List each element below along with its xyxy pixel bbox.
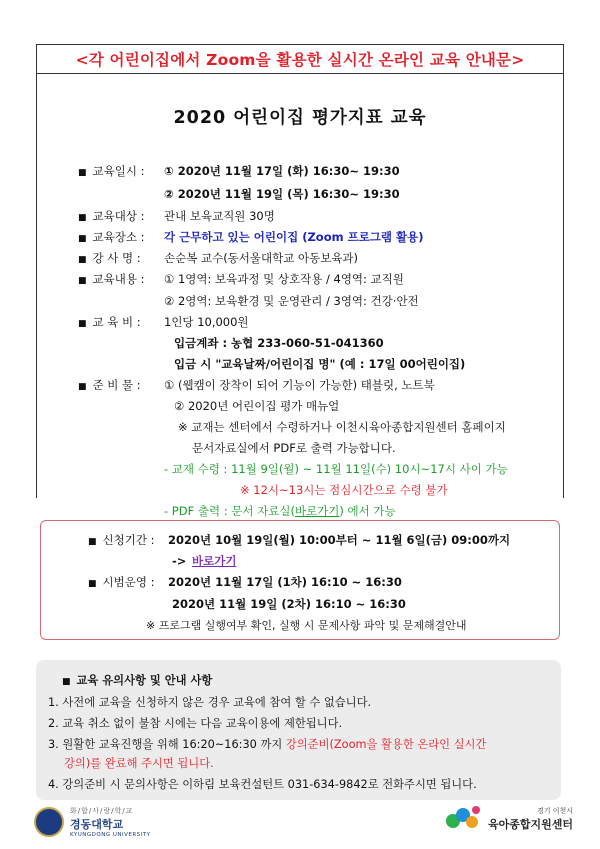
- apply-link[interactable]: 바로가기: [192, 554, 237, 568]
- supplies-note2: 문서자료실에서 PDF로 출력 가능합니다.: [192, 441, 396, 455]
- center-region: 경기 이천시: [536, 807, 574, 815]
- note-1: 1. 사전에 교육을 신청하지 않은 경우 교육에 참여 할 수 없습니다.: [48, 696, 372, 709]
- university-name: 경동대학교: [70, 818, 124, 831]
- note-3-cont: 강의)를 완료해 주시면 됩니다.: [64, 757, 214, 770]
- bullet-icon: ■: [78, 276, 87, 286]
- supplies-note1: ※ 교재는 센터에서 수령하거나 이천시육아종합지원센터 홈페이지: [178, 420, 506, 434]
- apply-label: ■ 신청기간 :: [88, 533, 155, 547]
- bullet-icon: ■: [78, 234, 87, 244]
- supplies-line2: ② 2020년 어린이집 평가 매뉴얼: [174, 399, 340, 413]
- note-4: 4. 강의준비 시 문의사항은 이하림 보육컨설턴트 031-634-9842로 전화주시면 됩니다.: [48, 778, 477, 791]
- university-logo: [34, 806, 151, 838]
- place-label: ■ 교육장소 :: [78, 230, 145, 244]
- schedule-line1: ① 2020년 11월 17일 (화) 16:30~ 19:30: [164, 164, 400, 178]
- university-name-eng: KYUNGDONG UNIVERSITY: [70, 832, 151, 838]
- fee-label: ■ 교 육 비 :: [78, 315, 141, 329]
- note-3: 3. 원활한 교육진행을 위해 16:20~16:30 까지 강의준비(Zoom을 활용한 온라인 실시간: [48, 738, 487, 751]
- target-label: ■ 교육대상 :: [78, 209, 145, 223]
- bullet-icon: ■: [62, 677, 71, 687]
- note-2: 2. 교육 취소 없이 불참 시에는 다음 교육이용에 제한됩니다.: [48, 717, 343, 730]
- content-label: ■ 교육내용 :: [78, 272, 145, 286]
- fee-value: 1인당 10,000원: [164, 315, 249, 329]
- trial-note: ※ 프로그램 실행여부 확인, 실행 시 문제사항 파악 및 문제해결안내: [146, 619, 467, 632]
- supplies-pdf: - PDF 출력 : 문서 자료실(바로가기) 에서 가능: [164, 504, 396, 518]
- lecturer-value: 손순복 교수(동서울대학교 아동보육과): [164, 251, 359, 265]
- supplies-line1: ① (웹캠이 장착이 되어 기능이 가능한) 태블릿, 노트북: [164, 378, 435, 392]
- content-line1: ① 1영역: 보육과정 및 상호작용 / 4영역: 교직원: [164, 272, 404, 286]
- fee-account: 입금계좌 : 농협 233-060-51-041360: [174, 336, 384, 350]
- bullet-icon: ■: [88, 579, 97, 589]
- supplies-label: ■ 준 비 물 :: [78, 378, 141, 392]
- center-logo: [446, 806, 573, 832]
- trial-line1: 2020년 11월 17일 (1차) 16:10 ~ 16:30: [168, 575, 402, 589]
- bullet-icon: ■: [78, 382, 87, 392]
- center-name: 육아종합지원센터: [488, 818, 574, 831]
- bullet-icon: ■: [78, 319, 87, 329]
- trial-line2: 2020년 11월 19일 (2차) 16:10 ~ 16:30: [172, 597, 406, 611]
- apply-arrow: ->: [172, 554, 187, 568]
- pdf-link[interactable]: 바로가기: [294, 504, 340, 518]
- page-title: 2020 어린이집 평가지표 교육: [173, 108, 427, 128]
- schedule-line2: ② 2020년 11월 19일 (목) 16:30~ 19:30: [164, 187, 400, 201]
- target-value: 관내 보육교직원 30명: [164, 209, 275, 223]
- center-mark-icon: [446, 806, 482, 832]
- supplies-lunch: ※ 12시~13시는 점심시간으로 수령 불가: [240, 483, 448, 497]
- page-banner: <각 어린이집에서 Zoom을 활용한 실시간 온라인 교육 안내문>: [36, 44, 564, 74]
- place-value: 각 근무하고 있는 어린이집 (Zoom 프로그램 활용): [164, 230, 424, 244]
- notes-header: ■ 교육 유의사항 및 안내 사항: [62, 674, 213, 687]
- content-line2: ② 2영역: 보육환경 및 운영관리 / 3영역: 건강·안전: [164, 294, 419, 308]
- supplies-pickup: - 교재 수령 : 11월 9일(월) ~ 11월 11일(수) 10시~17시 사이 가능: [164, 462, 508, 476]
- schedule-label: ■ 교육일시 :: [78, 164, 145, 178]
- bullet-icon: ■: [78, 168, 87, 178]
- lecturer-label: ■ 강 사 명 :: [78, 251, 141, 265]
- university-seal-icon: [34, 807, 64, 837]
- fee-deposit-note: 입금 시 "교육날짜/어린이집 명" (예 : 17일 00어린이집): [174, 357, 466, 371]
- trial-label: ■ 시범운영 :: [88, 575, 155, 589]
- bullet-icon: ■: [78, 255, 87, 265]
- university-motto: 화/합/사/랑/학/교: [70, 807, 134, 815]
- bullet-icon: ■: [88, 537, 97, 547]
- bullet-icon: ■: [78, 213, 87, 223]
- apply-value: 2020년 10월 19일(월) 10:00부터 ~ 11월 6일(금) 09:00까지: [168, 533, 511, 547]
